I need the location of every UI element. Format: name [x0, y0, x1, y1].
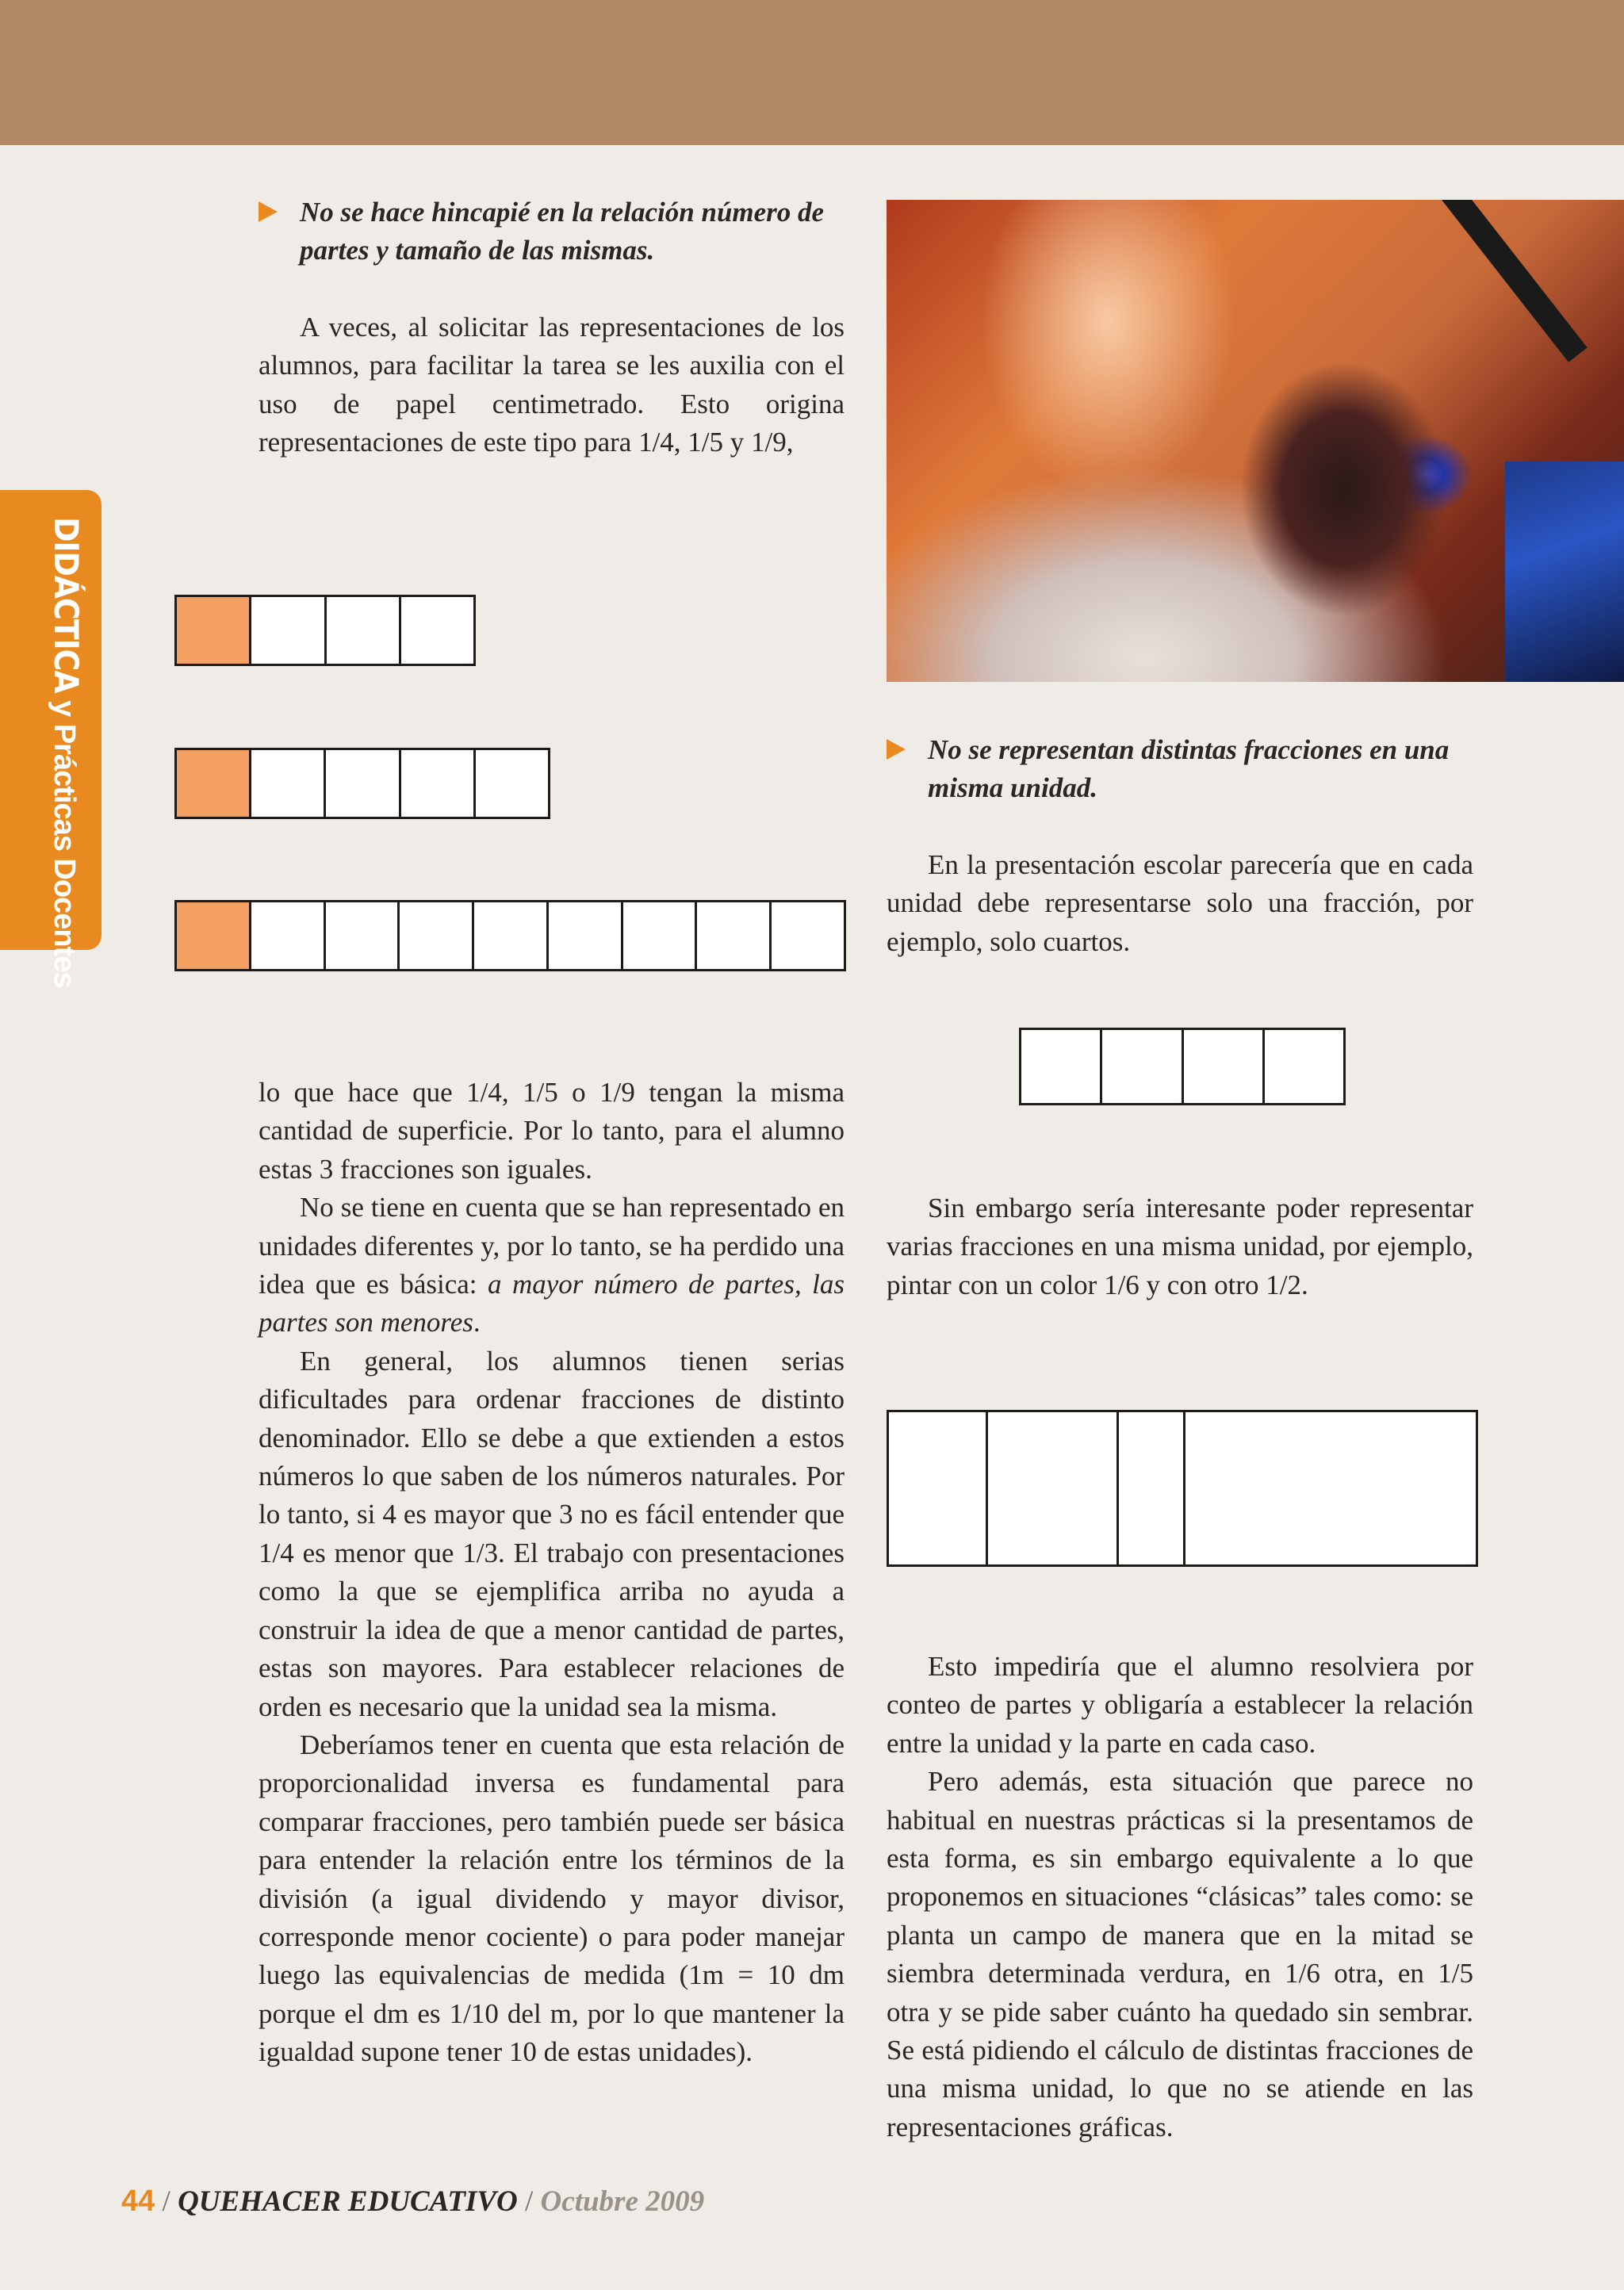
header-band	[0, 0, 1624, 145]
strip-cell	[1184, 1030, 1265, 1103]
quarters-strip	[1019, 1028, 1346, 1105]
bullet-heading: No se hace hincapié en la relación número de partes y tamaño de las mismas.	[259, 193, 845, 270]
left-column-bottom	[259, 1074, 845, 2072]
unit-part	[1119, 1412, 1185, 1564]
unit-part	[889, 1412, 988, 1564]
strip-cell	[1021, 1030, 1102, 1103]
strip-cell	[1265, 1030, 1343, 1103]
strip-cell	[401, 750, 476, 817]
bullet-heading: No se representan distintas fracciones en una misma unidad.	[887, 731, 1473, 808]
strip-cell	[623, 902, 698, 969]
unit-part	[1185, 1412, 1476, 1564]
strip-cell	[326, 902, 400, 969]
triangle-bullet-icon	[887, 739, 906, 760]
strip-cell	[327, 597, 401, 664]
page-number: 44	[121, 2185, 155, 2218]
strip-cell	[697, 902, 772, 969]
fraction-strip-quarters	[174, 595, 476, 666]
fraction-strip-ninths	[174, 900, 846, 971]
paragraph: lo que hace que 1/4, 1/5 o 1/9 tengan la misma cantidad de superficie. Por lo tanto, para el alumno estas 3 fracciones son iguales.	[259, 1077, 845, 1185]
unit-part	[988, 1412, 1119, 1564]
strip-cell	[400, 902, 474, 969]
right-column-top	[887, 731, 1473, 961]
fraction-strip-fifths	[174, 748, 550, 819]
paragraph: En la presentación escolar parecería que en cada unidad debe representarse solo una fracción, por ejemplo, solo cuartos.	[887, 848, 1473, 957]
strip-cell	[549, 902, 623, 969]
right-column-bottom	[887, 1648, 1473, 2146]
strip-cell	[326, 750, 400, 817]
strip-cell	[251, 902, 326, 969]
shaded-cell	[177, 902, 251, 969]
paragraph: A veces, al solicitar las representaciones de los alumnos, para facilitar la tarea se les auxilia con el uso de papel centimetrado. Esto origina representaciones de este tipo para 1/4, 1/5 y 1/9,	[259, 311, 845, 458]
strip-cell	[401, 597, 473, 664]
paragraph: Deberíamos tener en cuenta que esta relación de proporcionalidad inversa es fundamental para comparar fracciones, pero también puede ser básica para entender la relación entre los términos de la división (a igual dividendo y mayor divisor, corresponde menor cociente) o para poder manejar luego las equivalencias de medida (1m = 10 dm porque el dm es 1/10 del m, por lo que mantener la igualdad supone tener 10 de estas unidades).	[259, 1729, 845, 2068]
left-column-top	[259, 193, 845, 461]
issue-date: Octubre 2009	[540, 2185, 705, 2218]
strip-cell	[251, 750, 326, 817]
section-tab-label: DIDÁCTICA y Prácticas Docentes	[47, 517, 86, 988]
strip-cell	[251, 597, 326, 664]
right-column-middle	[887, 1189, 1473, 1304]
triangle-bullet-icon	[259, 201, 278, 222]
paragraph: No se tiene en cuenta que se han representado en unidades diferentes y, por lo tanto, se ha perdido una idea que es básica: a mayor número de partes, las partes son menores.	[259, 1192, 845, 1338]
strip-cell	[772, 902, 844, 969]
strip-cell	[476, 750, 548, 817]
paragraph: Esto impediría que el alumno resolviera por conteo de partes y obligaría a establecer la relación entre la unidad y la parte en cada caso.	[887, 1651, 1473, 1759]
strip-cell	[474, 902, 549, 969]
shaded-cell	[177, 597, 251, 664]
shaded-cell	[177, 750, 251, 817]
paragraph: En general, los alumnos tienen serias dificultades para ordenar fracciones de distinto denominador. Ello se debe a que extienden a estos números lo que saben de los números naturales. Por lo tanto, si 4 es mayor que 3 no es fácil entender que 1/4 es menor que 1/3. El trabajo con presentaciones como la que se ejemplifica arriba no ayuda a construir la idea de que a menor cantidad de partes, estas son mayores. Para establecer relaciones de orden es necesario que la unidad sea la misma.	[259, 1345, 845, 1722]
paragraph: Sin embargo sería interesante poder representar varias fracciones en una misma unidad, por ejemplo, pintar con un color 1/6 y con otro 1/2.	[887, 1193, 1473, 1300]
emphasis: a mayor número de partes, las partes son menores	[259, 1269, 845, 1338]
photo-student-writing	[887, 200, 1624, 682]
page-footer: 44 / QUEHACER EDUCATIVO / Octubre 2009	[121, 2185, 705, 2218]
strip-cell	[1102, 1030, 1183, 1103]
mixed-fractions-unit	[887, 1410, 1478, 1567]
publication-name: QUEHACER EDUCATIVO	[178, 2185, 518, 2218]
paragraph: Pero además, esta situación que parece no habitual en nuestras prácticas si la presentamos de esta forma, es sin embargo equivalente a lo que proponemos en situaciones “clásicas” tales como: se planta un campo de manera que en la mitad se siembra determinada verdura, en 1/6 otra, en 1/5 otra y se pide saber cuánto ha quedado sin sembrar. Se está pidiendo el cálculo de distintas fracciones de una misma unidad, lo que no se atiende en las representaciones gráficas.	[887, 1766, 1473, 2143]
